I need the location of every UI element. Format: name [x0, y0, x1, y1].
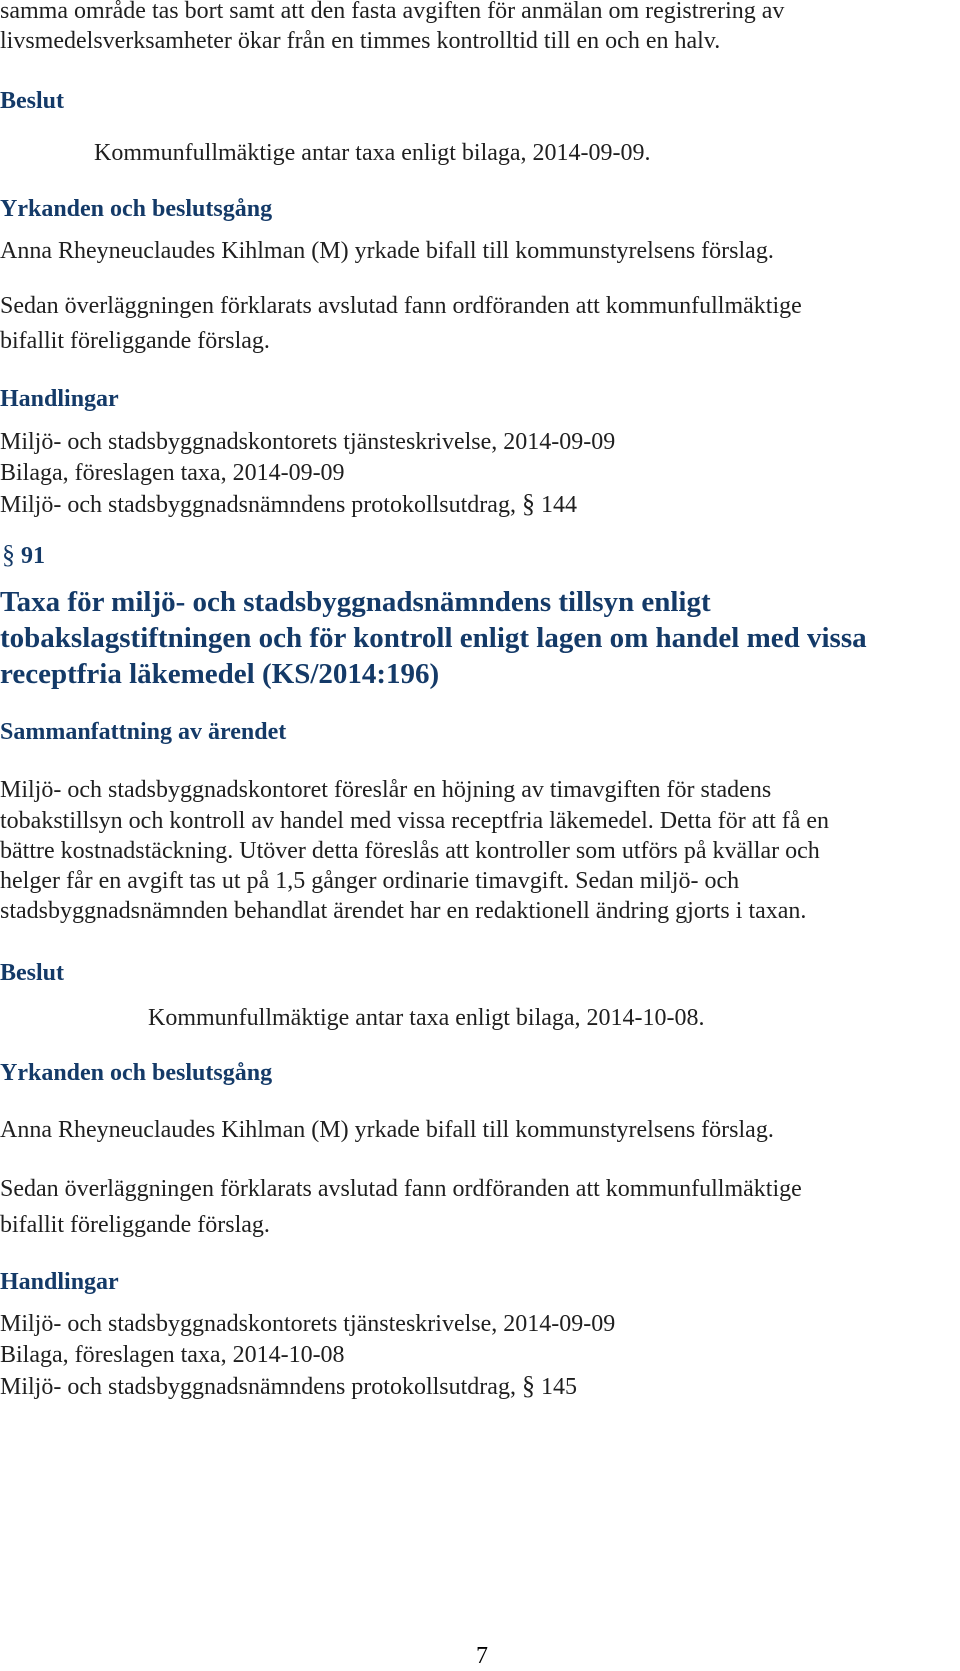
section-sign-icon: §	[2, 540, 15, 569]
yrkanden-text: Anna Rheyneuclaudes Kihlman (M) yrkade bifall till kommunstyrelsens förslag.	[0, 238, 774, 264]
beslut-text-2: Kommunfullmäktige antar taxa enligt bilaga, 2014-10-08.	[148, 1005, 705, 1031]
yrkanden-text-2: Anna Rheyneuclaudes Kihlman (M) yrkade bifall till kommunstyrelsens förslag.	[0, 1117, 774, 1143]
beslut-heading: Beslut	[0, 88, 65, 114]
section-title-line-2: tobakslagstiftningen och för kontroll enligt lagen om handel med vissa	[0, 622, 867, 654]
sedan-line-2-2: bifallit föreliggande förslag.	[0, 1212, 270, 1238]
handlingar-heading-2: Handlingar	[0, 1269, 119, 1295]
yrkanden-heading: Yrkanden och beslutsgång	[0, 196, 273, 222]
sedan-line-2: bifallit föreliggande förslag.	[0, 328, 270, 354]
sedan-line-1: Sedan överläggningen förklarats avslutad fann ordföranden att kommunfullmäktige	[0, 293, 802, 319]
beslut-text: Kommunfullmäktige antar taxa enligt bilaga, 2014-09-09.	[94, 140, 651, 166]
sammanfattning-line-3: bättre kostnadstäckning. Utöver detta föreslås att kontroller som utförs på kvällar och	[0, 838, 820, 864]
section-title-line-3: receptfria läkemedel (KS/2014:196)	[0, 658, 440, 690]
paragraph-sign-icon-2: §	[521, 1371, 535, 1400]
handling-item-3-paragraph: 144	[540, 492, 577, 518]
continuation-line-2: livsmedelsverksamheter ökar från en timmes kontrolltid till en och en halv.	[0, 28, 721, 54]
handling-item-3-text: Miljö- och stadsbyggnadsnämndens protokollsutdrag,	[0, 492, 516, 518]
yrkanden-heading-2: Yrkanden och beslutsgång	[0, 1060, 273, 1086]
handling-item-1-2: Miljö- och stadsbyggnadskontorets tjänsteskrivelse, 2014-09-09	[0, 1311, 616, 1337]
sammanfattning-line-2: tobakstillsyn och kontroll av handel med vissa receptfria läkemedel. Detta för att få en	[0, 808, 830, 834]
page-number: 7	[476, 1643, 488, 1669]
handling-item-2: Bilaga, föreslagen taxa, 2014-09-09	[0, 460, 345, 486]
sammanfattning-line-1: Miljö- och stadsbyggnadskontoret föreslår en höjning av timavgiften för stadens	[0, 777, 772, 803]
continuation-line-1: samma område tas bort samt att den fasta avgiften för anmälan om registrering av	[0, 0, 785, 24]
section-number	[2, 540, 45, 571]
handling-item-1: Miljö- och stadsbyggnadskontorets tjänsteskrivelse, 2014-09-09	[0, 429, 616, 455]
paragraph-sign-icon: §	[521, 489, 535, 518]
handlingar-heading: Handlingar	[0, 386, 119, 412]
handling-item-3-2	[0, 1371, 577, 1402]
sammanfattning-heading: Sammanfattning av ärendet	[0, 719, 287, 745]
section-number-text: 91	[21, 543, 45, 569]
handling-item-3-2-paragraph: 145	[540, 1374, 577, 1400]
section-title-line-1: Taxa för miljö- och stadsbyggnadsnämndens tillsyn enligt	[0, 586, 711, 618]
handling-item-3	[0, 489, 577, 520]
sammanfattning-line-5: stadsbyggnadsnämnden behandlat ärendet har en redaktionell ändring gjorts i taxan.	[0, 898, 807, 924]
handling-item-3-2-text: Miljö- och stadsbyggnadsnämndens protokollsutdrag,	[0, 1374, 516, 1400]
handling-item-2-2: Bilaga, föreslagen taxa, 2014-10-08	[0, 1342, 345, 1368]
sammanfattning-line-4: helger får en avgift tas ut på 1,5 gånger ordinarie timavgift. Sedan miljö- och	[0, 868, 740, 894]
sedan-line-1-2: Sedan överläggningen förklarats avslutad fann ordföranden att kommunfullmäktige	[0, 1176, 802, 1202]
beslut-heading-2: Beslut	[0, 960, 65, 986]
